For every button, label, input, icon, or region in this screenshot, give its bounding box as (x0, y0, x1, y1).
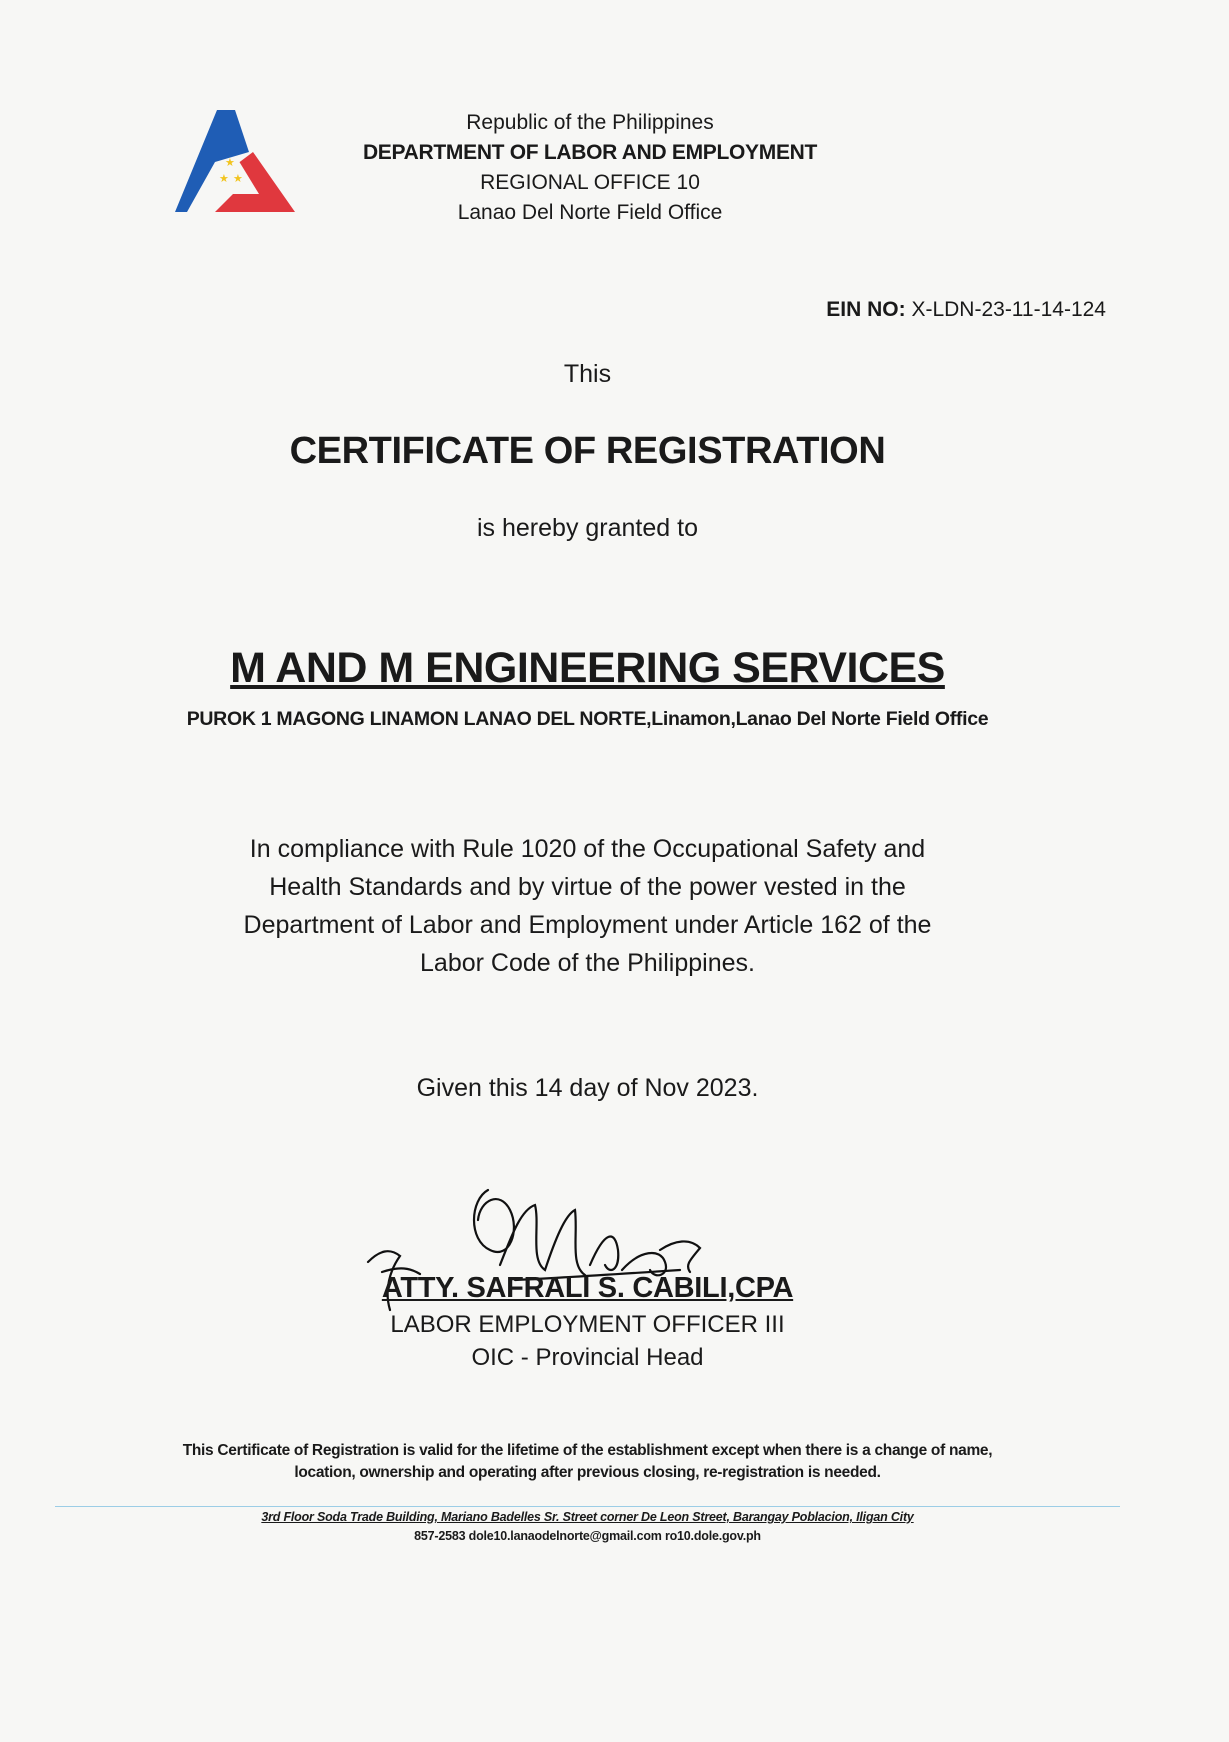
compliance-line: Labor Code of the Philippines. (420, 949, 755, 977)
signatory-office: OIC - Provincial Head (471, 1344, 704, 1371)
intro-text: This (563, 360, 612, 388)
ein-number (826, 298, 1106, 322)
compliance-paragraph (0, 830, 1175, 982)
field-office-line: Lanao Del Norte Field Office (457, 201, 723, 224)
dole-logo-icon (175, 102, 295, 224)
company-name: M AND M ENGINEERING SERVICES (230, 644, 945, 692)
signatory-name: ATTY. SAFRALI S. CABILI,CPA (381, 1272, 794, 1304)
compliance-line: In compliance with Rule 1020 of the Occupational Safety and (249, 835, 926, 863)
ein-label: EIN NO: (826, 298, 906, 321)
certificate-title: CERTIFICATE OF REGISTRATION (289, 430, 886, 472)
svg-text:★: ★ (233, 172, 243, 185)
ein-value: X-LDN-23-11-14-124 (911, 298, 1106, 321)
department-line: DEPARTMENT OF LABOR AND EMPLOYMENT (362, 141, 818, 164)
republic-line: Republic of the Philippines (466, 111, 714, 134)
compliance-line: Department of Labor and Employment under Article 162 of the (243, 911, 932, 939)
granted-text: is hereby granted to (477, 514, 698, 542)
regional-office-line: REGIONAL OFFICE 10 (480, 171, 700, 194)
footer-contact: 857-2583 dole10.lanaodelnorte@gmail.com ro10.dole.gov.ph (414, 1529, 761, 1543)
given-date: Given this 14 day of Nov 2023. (416, 1074, 759, 1102)
validity-line: This Certificate of Registration is valid for the lifetime of the establishment except when there is a change of name, (182, 1442, 993, 1459)
validity-note (0, 1440, 1175, 1484)
signatory-position: LABOR EMPLOYMENT OFFICER III (390, 1311, 785, 1338)
company-address: PUROK 1 MAGONG LINAMON LANAO DEL NORTE,Linamon,Lanao Del Norte Field Office (186, 708, 989, 730)
letterhead (290, 108, 890, 228)
svg-text:★: ★ (225, 156, 235, 169)
svg-text:★: ★ (219, 172, 229, 185)
footer-divider (55, 1506, 1120, 1507)
footer-address: 3rd Floor Soda Trade Building, Mariano Badelles Sr. Street corner De Leon Street, Barangay Poblacion, Iligan City (261, 1510, 914, 1524)
compliance-line: Health Standards and by virtue of the power vested in the (269, 873, 906, 901)
validity-line: location, ownership and operating after previous closing, re-registration is needed. (294, 1464, 881, 1481)
